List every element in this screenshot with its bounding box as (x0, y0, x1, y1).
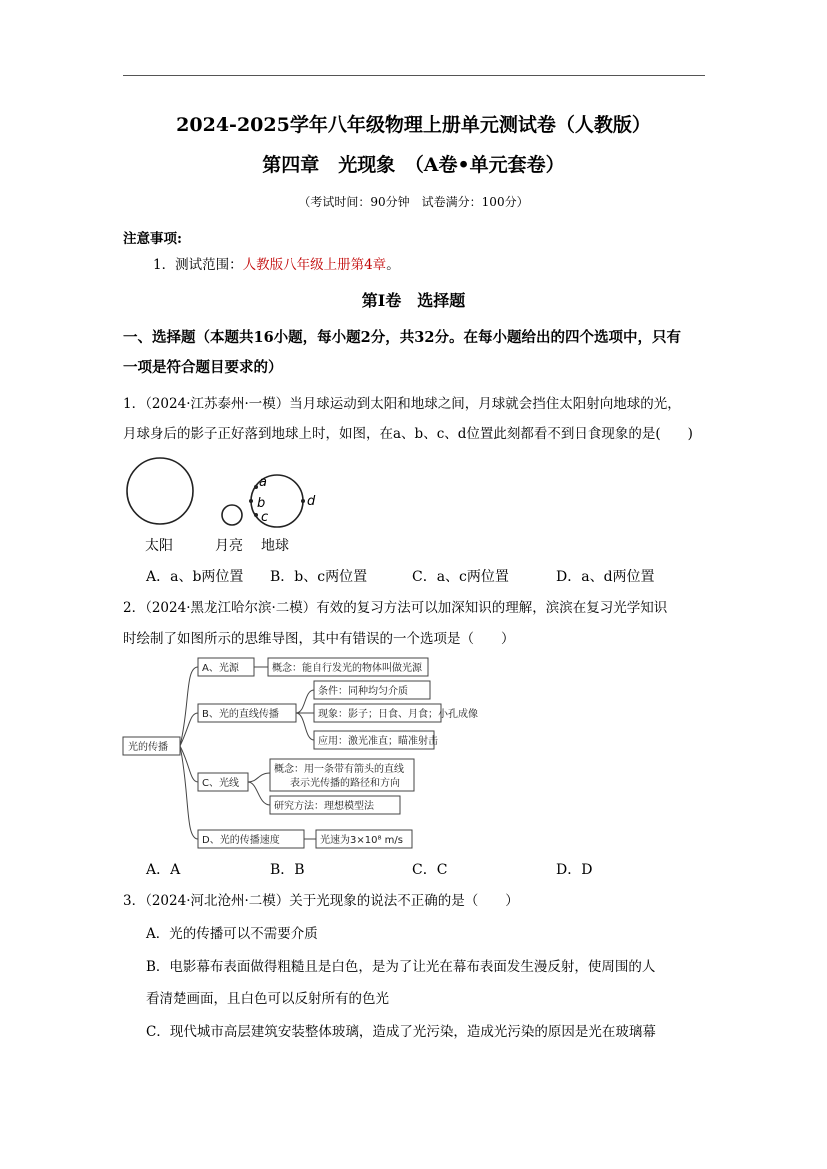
q3-option-b-line-1[interactable]: B．电影幕布表面做得粗糙且是白色，是为了让光在幕布表面发生漫反射，使周围的人 (146, 959, 656, 975)
q2-option-c[interactable]: C．C (412, 862, 448, 878)
label-c: c (261, 510, 269, 525)
q2-option-b[interactable]: B．B (270, 862, 305, 878)
notice-item-1-prefix: 1．测试范围： (153, 257, 243, 273)
label-d: d (307, 494, 316, 509)
map-b: B、光的直线传播 (202, 709, 279, 720)
q2-option-d[interactable]: D．D (556, 862, 593, 878)
q3-option-b-line-2: 看清楚画面，且白色可以反射所有的色光 (146, 991, 389, 1007)
q3-option-c-line-1[interactable]: C．现代城市高层建筑安装整体玻璃，造成了光污染，造成光污染的原因是光在玻璃幕 (146, 1024, 656, 1040)
moon-circle (222, 505, 242, 525)
q2-mind-map (120, 655, 478, 853)
map-b-3: 应用：激光准直；瞄准射击 (318, 736, 438, 747)
map-c-1b: 表示光传播的路径和方向 (290, 778, 400, 789)
map-root: 光的传播 (128, 742, 168, 753)
map-c-1a: 概念：用一条带有箭头的直线 (274, 764, 404, 775)
map-d: D、光的传播速度 (202, 835, 280, 846)
q3-line-1: 3．（2024·河北沧州·二模）关于光现象的说法不正确的是（ ） (123, 893, 519, 909)
map-d-1: 光速为3×10⁸ m/s (320, 835, 403, 846)
q1-figure (120, 455, 330, 557)
section-title: 第Ⅰ卷 选择题 (361, 291, 466, 310)
q2-option-a[interactable]: A．A (146, 862, 181, 878)
label-a: a (259, 475, 267, 490)
notice-item-1-suffix: 。 (386, 257, 400, 273)
notice-heading: 注意事项: (123, 231, 182, 247)
chapter-subtitle: 第四章 光现象 （A卷•单元套卷） (262, 154, 565, 176)
q1-option-a[interactable]: A．a、b两位置 (146, 569, 244, 585)
q1-option-b[interactable]: B．b、c两位置 (270, 569, 368, 585)
q1-line-1: 1．（2024·江苏泰州·一模）当月球运动到太阳和地球之间，月球就会挡住太阳射向地球的光， (123, 396, 681, 412)
q3-option-a[interactable]: A．光的传播可以不需要介质 (146, 926, 318, 942)
section-instructions-2: 一项是符合题目要求的） (123, 359, 283, 376)
sun-circle (127, 458, 193, 524)
section-instructions-1: 一、选择题（本题共16小题，每小题2分，共32分。在每小题给出的四个选项中，只有 (123, 329, 681, 346)
notice-item-1 (153, 255, 743, 275)
label-sun: 太阳 (145, 538, 173, 554)
map-a: A、光源 (202, 663, 239, 674)
exam-info: （考试时间：90分钟 试卷满分：100分） (298, 195, 529, 209)
map-c: C、光线 (202, 778, 239, 789)
q2-line-1: 2．（2024·黑龙江哈尔滨·二模）有效的复习方法可以加深知识的理解，滨滨在复习光学知识 (123, 600, 668, 616)
header-rule (123, 75, 705, 76)
label-moon: 月亮 (215, 538, 243, 554)
map-b-2: 现象：影子；日食、月食；小孔成像 (318, 709, 478, 720)
q1-option-c[interactable]: C．a、c两位置 (412, 569, 509, 585)
q2-line-2: 时绘制了如图所示的思维导图，其中有错误的一个选项是（ ） (123, 631, 515, 647)
map-c-2: 研究方法：理想模型法 (274, 801, 374, 812)
exam-title: 2024-2025学年八年级物理上册单元测试卷（人教版） (176, 114, 651, 136)
map-a-1: 概念：能自行发光的物体叫做光源 (272, 663, 422, 674)
label-earth: 地球 (261, 538, 289, 554)
notice-item-1-highlight: 人教版八年级上册第4章 (242, 257, 387, 273)
map-b-1: 条件：同种均匀介质 (318, 686, 408, 697)
label-b: b (257, 496, 266, 511)
q1-line-2: 月球身后的影子正好落到地球上时，如图，在a、b、c、d位置此刻都看不到日食现象的是( ) (123, 426, 693, 442)
q1-option-d[interactable]: D．a、d两位置 (556, 569, 655, 585)
